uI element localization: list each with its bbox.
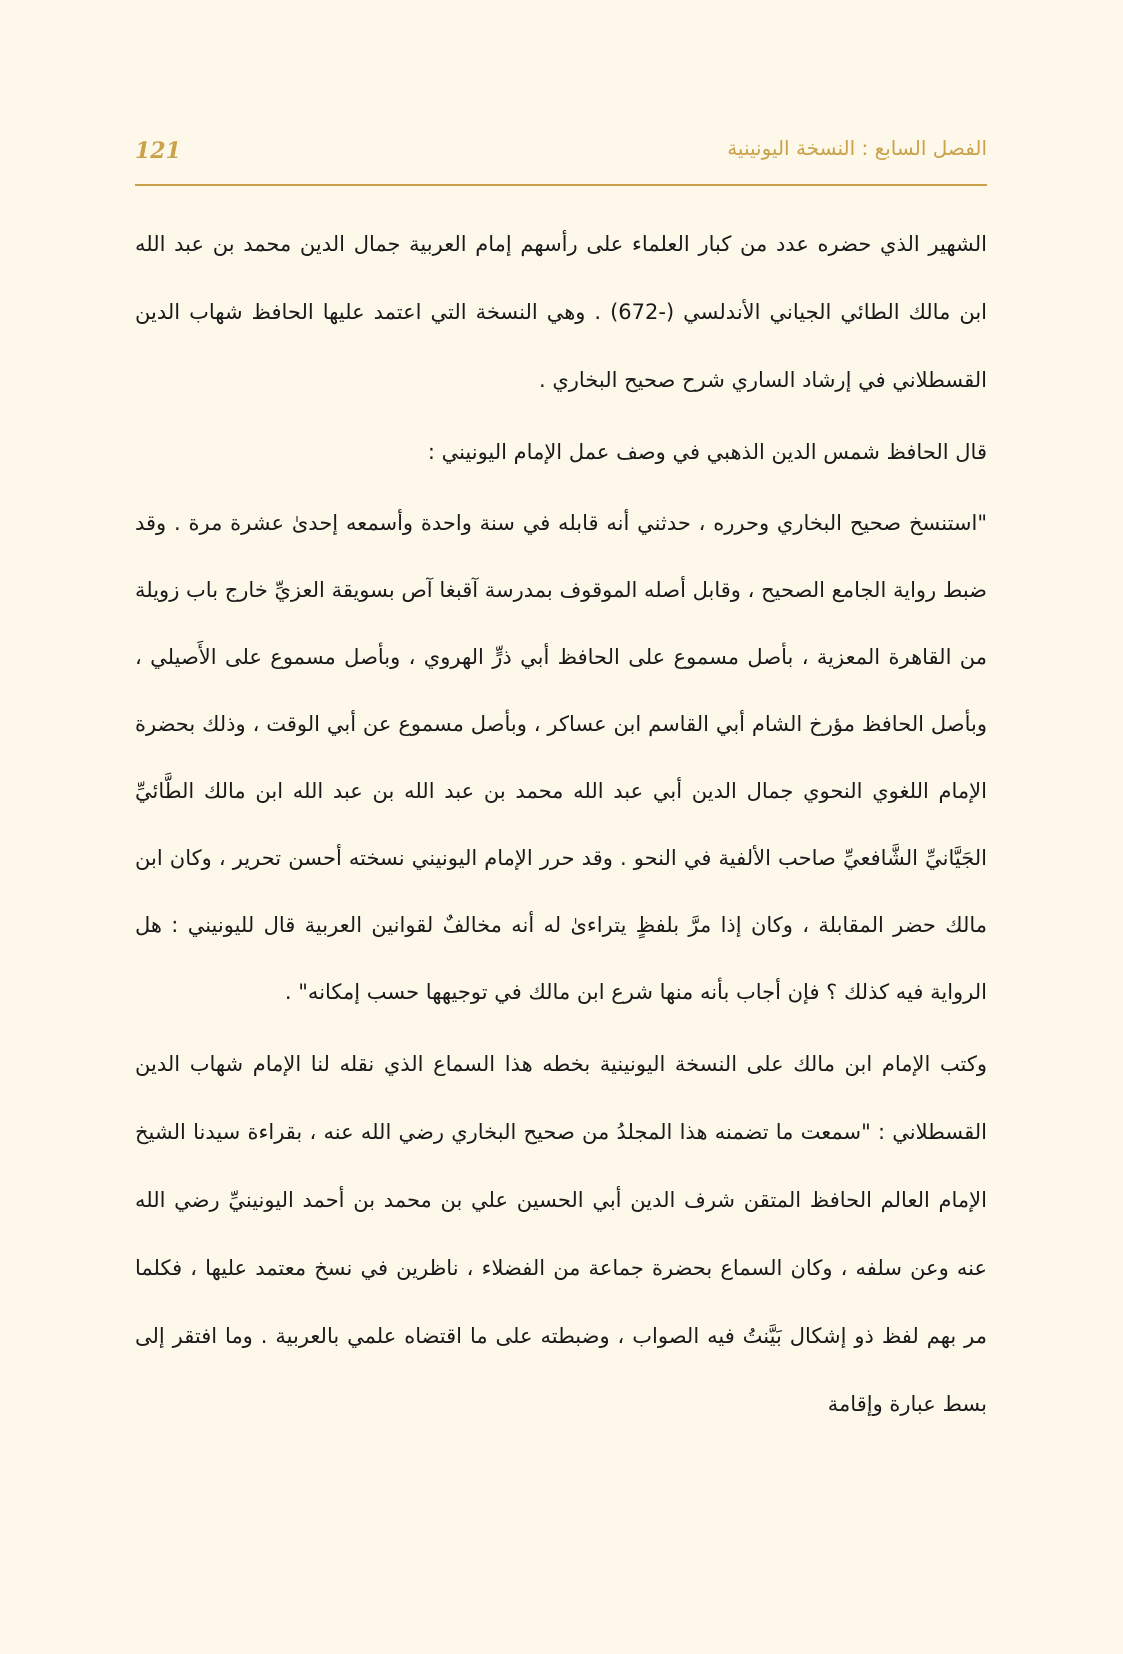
paragraph-ibn-malik-sama: وكتب الإمام ابن مالك على النسخة اليونينية بخطه هذا السماع الذي نقله لنا الإمام شهاب الدين القسطلاني : "سمعت ما تضمنه هذا المجلدُ من صحيح البخاري رضي الله عنه ، بقراءة سيدنا الشيخ الإمام العالم الحافظ المتقن شرف الدين أبي الحسين علي بن محمد بن أحمد اليونينيِّ رضي الله عنه وعن سلفه ، وكان السماع بحضرة جماعة من الفضلاء ، ناظرين في نسخ معتمد عليها ، فكلما مر بهم لفظ ذو إشكال بَيَّنتُ فيه الصواب ، وضبطته على ما اقتضاه علمي بالعربية . وما افتقر إلى بسط عبارة وإقامة (135, 1052, 987, 1416)
chapter-title: الفصل السابع : النسخة اليونينية (727, 136, 987, 160)
body-text (135, 210, 987, 1438)
page-number: 121 (135, 138, 181, 164)
paragraph-dhahabi-lead: قال الحافظ شمس الدين الذهبي في وصف عمل الإمام اليونيني : (427, 440, 987, 464)
paragraph-dhahabi-quote: "استنسخ صحيح البخاري وحرره ، حدثني أنه قابله في سنة واحدة وأسمعه إحدىٰ عشرة مرة . وقد ضبط رواية الجامع الصحيح ، وقابل أصله الموقوف بمدرسة آقبغا آص بسويقة العزيِّ خارج باب زويلة من القاهرة المعزية ، بأصل مسموع على الحافظ أبي ذرٍّ الهروي ، وبأصل مسموع على الأَصيلي ، وبأصل الحافظ مؤرخ الشام أبي القاسم ابن عساكر ، وبأصل مسموع عن أبي الوقت ، وذلك بحضرة الإمام اللغوي النحوي جمال الدين أبي عبد الله محمد بن عبد الله بن عبد الله ابن مالك الطَّائيِّ الجَيَّانيِّ الشَّافعيِّ صاحب الألفية في النحو . وقد حرر الإمام اليونيني نسخته أحسن تحرير ، وكان ابن مالك حضر المقابلة ، وكان إذا مرَّ بلفظٍ يتراءىٰ له أنه مخالفٌ لقوانين العربية قال لليونيني : هل الرواية فيه كذلك ؟ فإن أجاب بأنه منها شرع ابن مالك في توجيهها حسب إمكانه" . (135, 511, 987, 1004)
paragraph-intro: الشهير الذي حضره عدد من كبار العلماء على رأسهم إمام العربية جمال الدين محمد بن عبد الله ابن مالك الطائي الجياني الأندلسي (-672) . وهي النسخة التي اعتمد عليها الحافظ شهاب الدين القسطلاني في إرشاد الساري شرح صحيح البخاري . (135, 232, 987, 392)
running-header (135, 136, 987, 186)
